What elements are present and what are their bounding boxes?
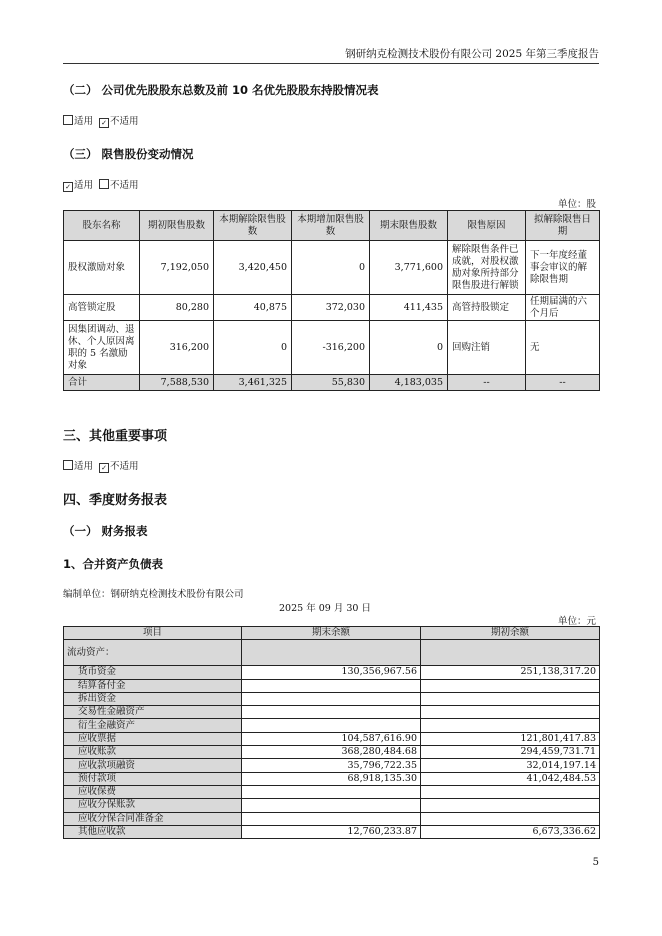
cell <box>421 679 600 692</box>
col-header: 期末限售股数 <box>370 211 448 241</box>
cell: 3,771,600 <box>370 241 448 295</box>
cell <box>242 812 421 825</box>
cell: 4,183,035 <box>370 375 448 391</box>
cell: 解除限售条件已成就，对股权激励对象所持部分限售股进行解锁 <box>448 241 526 295</box>
table-row <box>64 772 600 785</box>
cell: 回购注销 <box>448 321 526 375</box>
balance-unit: 单位：元 <box>557 616 596 627</box>
cell: 55,830 <box>292 375 370 391</box>
table-row <box>64 666 600 679</box>
row-label: 货币资金 <box>64 666 242 679</box>
cell <box>242 679 421 692</box>
cell: 股权激励对象 <box>64 241 140 295</box>
col-header: 股东名称 <box>64 211 140 241</box>
subsection-balance-sheet: 1、合并资产负债表 <box>63 557 164 571</box>
cell <box>242 706 421 719</box>
balance-sheet-table <box>63 626 600 839</box>
col-header: 期末余额 <box>242 627 421 640</box>
part3-na-checkbox[interactable]: ✓ <box>99 463 109 473</box>
cell: 80,280 <box>140 295 214 321</box>
report-date: 2025 年 09 月 30 日 <box>279 603 371 614</box>
cell: -- <box>448 375 526 391</box>
row-label: 应收分保合同准备金 <box>64 812 242 825</box>
cell: 41,042,484.53 <box>421 772 600 785</box>
restricted-shares-table <box>63 210 600 391</box>
sec2-apply-checkbox[interactable] <box>63 115 73 125</box>
row-label: 应收保费 <box>64 785 242 798</box>
row-label: 预付款项 <box>64 772 242 785</box>
table-row <box>64 732 600 745</box>
table-row <box>64 321 600 375</box>
table-row <box>64 692 600 705</box>
cell: 121,801,417.83 <box>421 732 600 745</box>
compiler-unit: 编制单位：钢研纳克检测技术股份有限公司 <box>63 589 244 600</box>
col-header: 期初限售股数 <box>140 211 214 241</box>
table-row <box>64 679 600 692</box>
cell: 32,014,197.14 <box>421 759 600 772</box>
col-header: 限售原因 <box>448 211 526 241</box>
cell: 0 <box>370 321 448 375</box>
cell: 0 <box>292 241 370 295</box>
cell: 0 <box>214 321 292 375</box>
sec3-unit: 单位：股 <box>557 199 596 210</box>
row-label: 其他应收款 <box>64 825 242 838</box>
cell: 35,796,722.35 <box>242 759 421 772</box>
col-header: 拟解除限售日期 <box>526 211 600 241</box>
part3-options <box>63 458 139 473</box>
cell: 251,138,317.20 <box>421 666 600 679</box>
row-label: 应收票据 <box>64 732 242 745</box>
cell <box>421 692 600 705</box>
table-row <box>64 812 600 825</box>
cell: 高管持股锁定 <box>448 295 526 321</box>
col-header: 本期增加限售股数 <box>292 211 370 241</box>
col-header: 项目 <box>64 627 242 640</box>
cell: -- <box>526 375 600 391</box>
page-number: 5 <box>592 857 599 868</box>
table-header-row <box>64 627 600 640</box>
table-total-row <box>64 375 600 391</box>
part3-apply-checkbox[interactable] <box>63 460 73 470</box>
cell <box>421 719 600 732</box>
row-label: 应收账款 <box>64 746 242 759</box>
cell: 12,760,233.87 <box>242 825 421 838</box>
sec3-apply-checkbox[interactable]: ✓ <box>63 182 73 192</box>
row-label: 交易性金融资产 <box>64 706 242 719</box>
cell: 下一年度经董事会审议的解除限售期 <box>526 241 600 295</box>
table-row <box>64 759 600 772</box>
sec2-na-label: 不适用 <box>110 116 139 127</box>
cell <box>421 799 600 812</box>
table-row <box>64 799 600 812</box>
sec3-apply-label: 适用 <box>74 180 94 191</box>
subsection-financial-statements: （一） 财务报表 <box>63 524 148 538</box>
sec2-apply-label: 适用 <box>74 116 94 127</box>
cell: -316,200 <box>292 321 370 375</box>
cell: 411,435 <box>370 295 448 321</box>
page-header: 钢研纳克检测技术股份有限公司 2025 年第三季度报告 <box>345 48 599 60</box>
cell <box>242 692 421 705</box>
row-label: 拆出资金 <box>64 692 242 705</box>
sec3-options <box>63 177 139 192</box>
cell: 130,356,967.56 <box>242 666 421 679</box>
cell: 无 <box>526 321 600 375</box>
table-header-row <box>64 211 600 241</box>
header-rule <box>63 63 599 64</box>
col-header: 期初余额 <box>421 627 600 640</box>
table-row <box>64 295 600 321</box>
cell: 294,459,731.71 <box>421 746 600 759</box>
sec2-na-checkbox[interactable]: ✓ <box>99 118 109 128</box>
row-label: 应收分保账款 <box>64 799 242 812</box>
empty-cell <box>421 640 600 666</box>
table-row <box>64 706 600 719</box>
cell <box>421 812 600 825</box>
section-row <box>64 640 600 666</box>
row-label: 衍生金融资产 <box>64 719 242 732</box>
table-row <box>64 719 600 732</box>
sec3-na-checkbox[interactable] <box>99 179 109 189</box>
cell: 40,875 <box>214 295 292 321</box>
cell: 372,030 <box>292 295 370 321</box>
table-row <box>64 825 600 838</box>
sec2-options <box>63 113 139 128</box>
cell: 7,588,530 <box>140 375 214 391</box>
cell: 104,587,616.90 <box>242 732 421 745</box>
cell <box>242 799 421 812</box>
part3-apply-label: 适用 <box>74 461 94 472</box>
empty-cell <box>242 640 421 666</box>
table-row <box>64 785 600 798</box>
cell: 3,461,325 <box>214 375 292 391</box>
part3-na-label: 不适用 <box>110 461 139 472</box>
section-restricted-shares-title: （三） 限售股份变动情况 <box>63 147 194 161</box>
cell: 7,192,050 <box>140 241 214 295</box>
cell: 316,200 <box>140 321 214 375</box>
cell: 任期届满的六个月后 <box>526 295 600 321</box>
cell <box>421 706 600 719</box>
section-label: 流动资产： <box>64 640 242 666</box>
sec3-na-label: 不适用 <box>110 180 139 191</box>
cell <box>421 785 600 798</box>
table-row <box>64 746 600 759</box>
cell: 368,280,484.68 <box>242 746 421 759</box>
row-label: 结算备付金 <box>64 679 242 692</box>
col-header: 本期解除限售股数 <box>214 211 292 241</box>
cell: 6,673,336.62 <box>421 825 600 838</box>
cell: 3,420,450 <box>214 241 292 295</box>
part-financial-statements-title: 四、季度财务报表 <box>63 493 168 508</box>
cell <box>242 785 421 798</box>
cell: 高管锁定股 <box>64 295 140 321</box>
cell: 68,918,135.30 <box>242 772 421 785</box>
cell: 合计 <box>64 375 140 391</box>
cell: 因集团调动、退休、个人原因离职的 5 名激励对象 <box>64 321 140 375</box>
section-preferred-shareholders-title: （二） 公司优先股股东总数及前 10 名优先股股东持股情况表 <box>63 83 379 97</box>
cell <box>242 719 421 732</box>
row-label: 应收款项融资 <box>64 759 242 772</box>
part-other-matters-title: 三、其他重要事项 <box>63 429 168 444</box>
table-row <box>64 241 600 295</box>
